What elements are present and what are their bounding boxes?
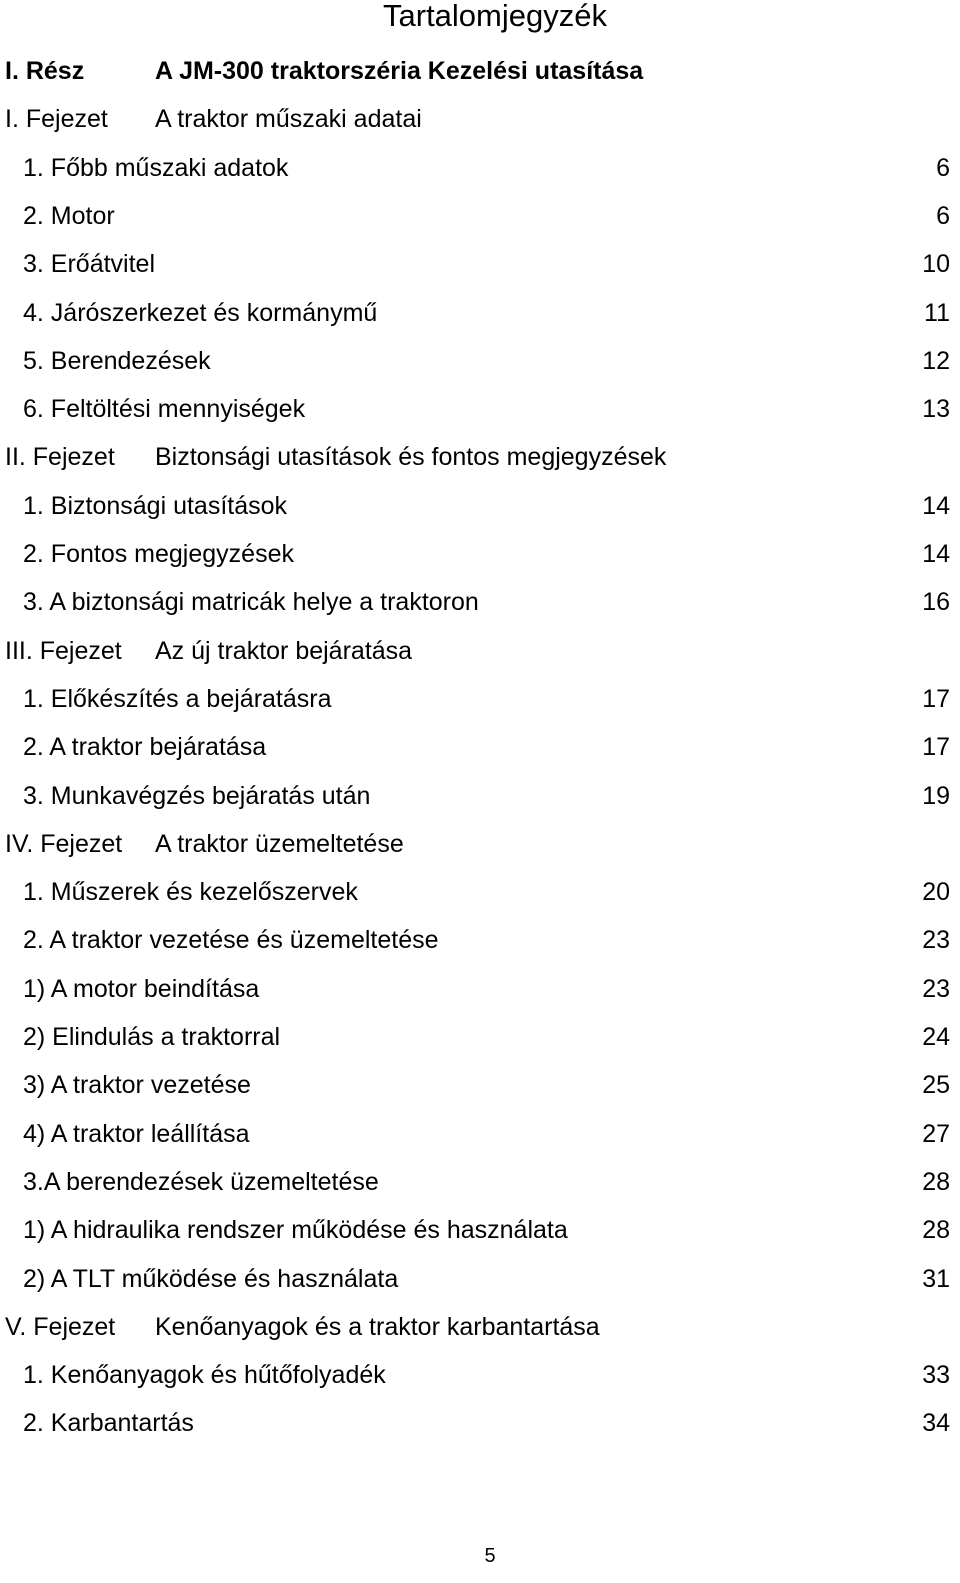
page-number: 5: [484, 1545, 496, 1567]
toc-heading-title: A traktor üzemeltetése: [155, 830, 404, 858]
toc-entry: [0, 1020, 960, 1054]
toc-entry: [0, 779, 960, 813]
toc-entry-title: 3. A biztonsági matricák helye a traktoron: [23, 588, 479, 616]
toc-heading-title: Biztonsági utasítások és fontos megjegyzések: [155, 443, 667, 471]
toc-entry-title: 2. Fontos megjegyzések: [23, 540, 294, 568]
toc-heading-title: Az új traktor bejáratása: [155, 637, 413, 665]
toc-entry-title: 2) A TLT működése és használata: [23, 1265, 399, 1293]
toc-heading-title: Kenőanyagok és a traktor karbantartása: [155, 1313, 600, 1341]
toc-page-number: 10: [922, 250, 950, 278]
toc-heading: [0, 827, 960, 861]
toc-entry-title: 3. Munkavégzés bejáratás után: [23, 782, 371, 810]
toc-entry-title: 4) A traktor leállítása: [23, 1120, 250, 1148]
toc-entry-title: 5. Berendezések: [23, 347, 211, 375]
toc-entry: [0, 151, 960, 185]
toc-heading: [0, 102, 960, 136]
toc-entry: [0, 392, 960, 426]
toc-heading-title: A traktor műszaki adatai: [155, 105, 422, 133]
toc-heading-label: V. Fejezet: [5, 1313, 116, 1341]
toc-entry-title: 2. A traktor vezetése és üzemeltetése: [23, 926, 439, 954]
toc-page-number: 33: [922, 1361, 950, 1389]
toc-entry-title: 3. Erőátvitel: [23, 250, 156, 278]
toc-page-number: 14: [922, 540, 950, 568]
toc-entry-title: 3) A traktor vezetése: [23, 1071, 251, 1099]
toc-entry: [0, 199, 960, 233]
toc-entry: [0, 344, 960, 378]
toc-entry: [0, 247, 960, 281]
toc-page-number: 19: [922, 782, 950, 810]
toc-page-number: 25: [922, 1071, 950, 1099]
toc-page-number: 6: [936, 202, 950, 230]
toc-page-number: 28: [922, 1216, 950, 1244]
toc-entry-title: 3.A berendezések üzemeltetése: [23, 1168, 379, 1196]
toc-entry: [0, 1117, 960, 1151]
toc-page-number: 27: [922, 1120, 950, 1148]
toc-page-number: 20: [922, 878, 950, 906]
toc-entry-title: 1. Kenőanyagok és hűtőfolyadék: [23, 1361, 386, 1389]
toc-entry-title: 6. Feltöltési mennyiségek: [23, 395, 306, 423]
toc-heading-label: IV. Fejezet: [5, 830, 123, 858]
toc-entry-title: 4. Járószerkezet és kormánymű: [23, 299, 378, 327]
toc-entry: [0, 1213, 960, 1247]
toc-heading-title: A JM-300 traktorszéria Kezelési utasítása: [155, 57, 644, 85]
toc-page-number: 17: [922, 685, 950, 713]
toc-entry-title: 2) Elindulás a traktorral: [23, 1023, 281, 1051]
toc-entry: [0, 585, 960, 619]
toc-entry: [0, 1165, 960, 1199]
toc-entry: [0, 1406, 960, 1440]
toc-entry-title: 2. Motor: [23, 202, 115, 230]
toc-page-number: 24: [922, 1023, 950, 1051]
toc-entry-title: 1. Előkészítés a bejáratásra: [23, 685, 332, 713]
toc-entry: [0, 1358, 960, 1392]
toc-entry-title: 2. Karbantartás: [23, 1409, 194, 1437]
toc-entry-title: 1) A hidraulika rendszer működése és használata: [23, 1216, 568, 1244]
toc-heading: [0, 54, 960, 88]
toc-page-number: 31: [922, 1265, 950, 1293]
page-title: Tartalomjegyzék: [383, 0, 607, 33]
toc-heading: [0, 1310, 960, 1344]
toc-entry: [0, 489, 960, 523]
toc-entry: [0, 537, 960, 571]
toc-page-number: 11: [924, 299, 950, 327]
toc-heading: [0, 634, 960, 668]
toc-entry: [0, 1068, 960, 1102]
toc-heading-label: I. Rész: [5, 57, 85, 85]
toc-entry-title: 2. A traktor bejáratása: [23, 733, 267, 761]
toc-entry: [0, 682, 960, 716]
toc-entry-title: 1. Műszerek és kezelőszervek: [23, 878, 358, 906]
toc-page-number: 13: [922, 395, 950, 423]
toc-entry: [0, 923, 960, 957]
toc-entry-title: 1. Főbb műszaki adatok: [23, 154, 289, 182]
toc-heading-label: III. Fejezet: [5, 637, 122, 665]
toc-page-number: 6: [936, 154, 950, 182]
toc-entry-title: 1. Biztonsági utasítások: [23, 492, 288, 520]
toc-entry: [0, 730, 960, 764]
toc-entry-title: 1) A motor beindítása: [23, 975, 260, 1003]
toc-page-number: 28: [922, 1168, 950, 1196]
toc-page-number: 12: [922, 347, 950, 375]
toc-entry: [0, 296, 960, 330]
toc-page-number: 17: [922, 733, 950, 761]
toc-entry: [0, 1262, 960, 1296]
toc-page-number: 34: [922, 1409, 950, 1437]
toc-heading: [0, 440, 960, 474]
toc-page-number: 23: [922, 926, 950, 954]
toc-entry: [0, 875, 960, 909]
toc-page-number: 23: [922, 975, 950, 1003]
toc-page-number: 16: [922, 588, 950, 616]
toc-entry: [0, 972, 960, 1006]
toc-heading-label: I. Fejezet: [5, 105, 108, 133]
toc-page-number: 14: [922, 492, 950, 520]
toc-heading-label: II. Fejezet: [5, 443, 115, 471]
